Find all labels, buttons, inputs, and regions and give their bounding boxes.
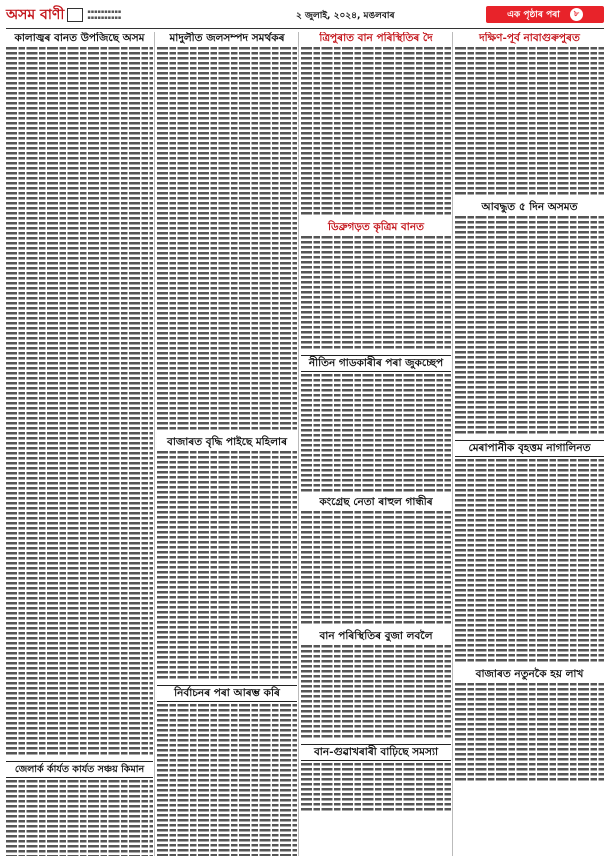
page-tag-label: এক পৃষ্ঠাৰ পৰা [507,10,560,20]
article-headline: ডিব্ৰুগড়ত কৃত্ৰিম বানত [328,221,424,233]
column-2 [157,32,297,856]
column-1 [6,32,153,856]
article-headline: ত্ৰিপুৰাত বান পৰিস্থিতিৰ দৈ [319,32,433,44]
masthead-rule [6,28,604,29]
article-headline: দক্ষিণ-পূৰ্ব নাবাগুৰুপুৰত [479,32,580,44]
article-headline: নীতিন গাডকাৰীৰ পৰা জুকচ্ছেপ [301,355,451,372]
column-3 [301,32,451,856]
column-divider [452,32,453,856]
article-body [6,780,153,856]
article-body [6,47,153,757]
article-body [157,704,297,856]
article-body [301,236,451,351]
article-body [455,459,604,664]
article-body [301,645,451,740]
article-body [157,451,297,681]
article-headline: কংগ্ৰেছ নেতা ৰাহুল গান্ধীৰ [319,496,433,508]
issue-date: ২ জুলাই, ২০২৪, মঙলবাৰ [296,10,395,21]
article-headline: জেলাৰ্ক ৰ্কাৰ্যত কাৰ্যত সঞ্চয় কিমান [6,761,153,778]
article-body [455,683,604,783]
logo-emblem-icon [67,8,83,22]
article-body [301,763,451,813]
page-continuation-tag [486,6,604,23]
article-headline: কালাজ্বৰ বানত উপজিছে অসম [14,32,145,44]
article-body [301,47,451,217]
article-headline: বান-গুৱাখৰাৰী বাঢ়িছে সমস্যা [301,744,451,761]
article-headline: আবদ্ধুত ৫ দিন অসমত [481,201,578,213]
article-body [301,511,451,626]
newspaper-logo: অসম বাণী [6,7,65,23]
website-info: ▪▪▪▪▪▪▪▪▪▪ ▪▪▪▪▪▪▪▪▪▪ [87,9,122,21]
article-headline: বান পৰিস্থিতিৰ বুজা লবলৈ [319,630,433,642]
column-divider [298,32,299,856]
article-headline: নিৰ্বাচনৰ পৰা আৰম্ভ কৰি [157,685,297,702]
column-divider [154,32,155,856]
article-headline: বাজাৰত বৃদ্ধি পাইছে মহিলাৰ [167,436,287,448]
article-body [455,47,604,197]
article-body [455,216,604,436]
article-headline: বাজাৰত নতুনকৈ হয় লাখ [475,668,584,680]
masthead [6,4,604,26]
column-4 [455,32,604,856]
article-body [301,374,451,492]
article-body [157,47,297,432]
page-number: ৮ [570,8,583,21]
article-headline: মেৰাপানীক বৃহত্তম নাগালিনত [455,440,604,457]
article-headline: মাদুলীত জলসম্পদ সমৰ্থকৰ [169,32,285,44]
